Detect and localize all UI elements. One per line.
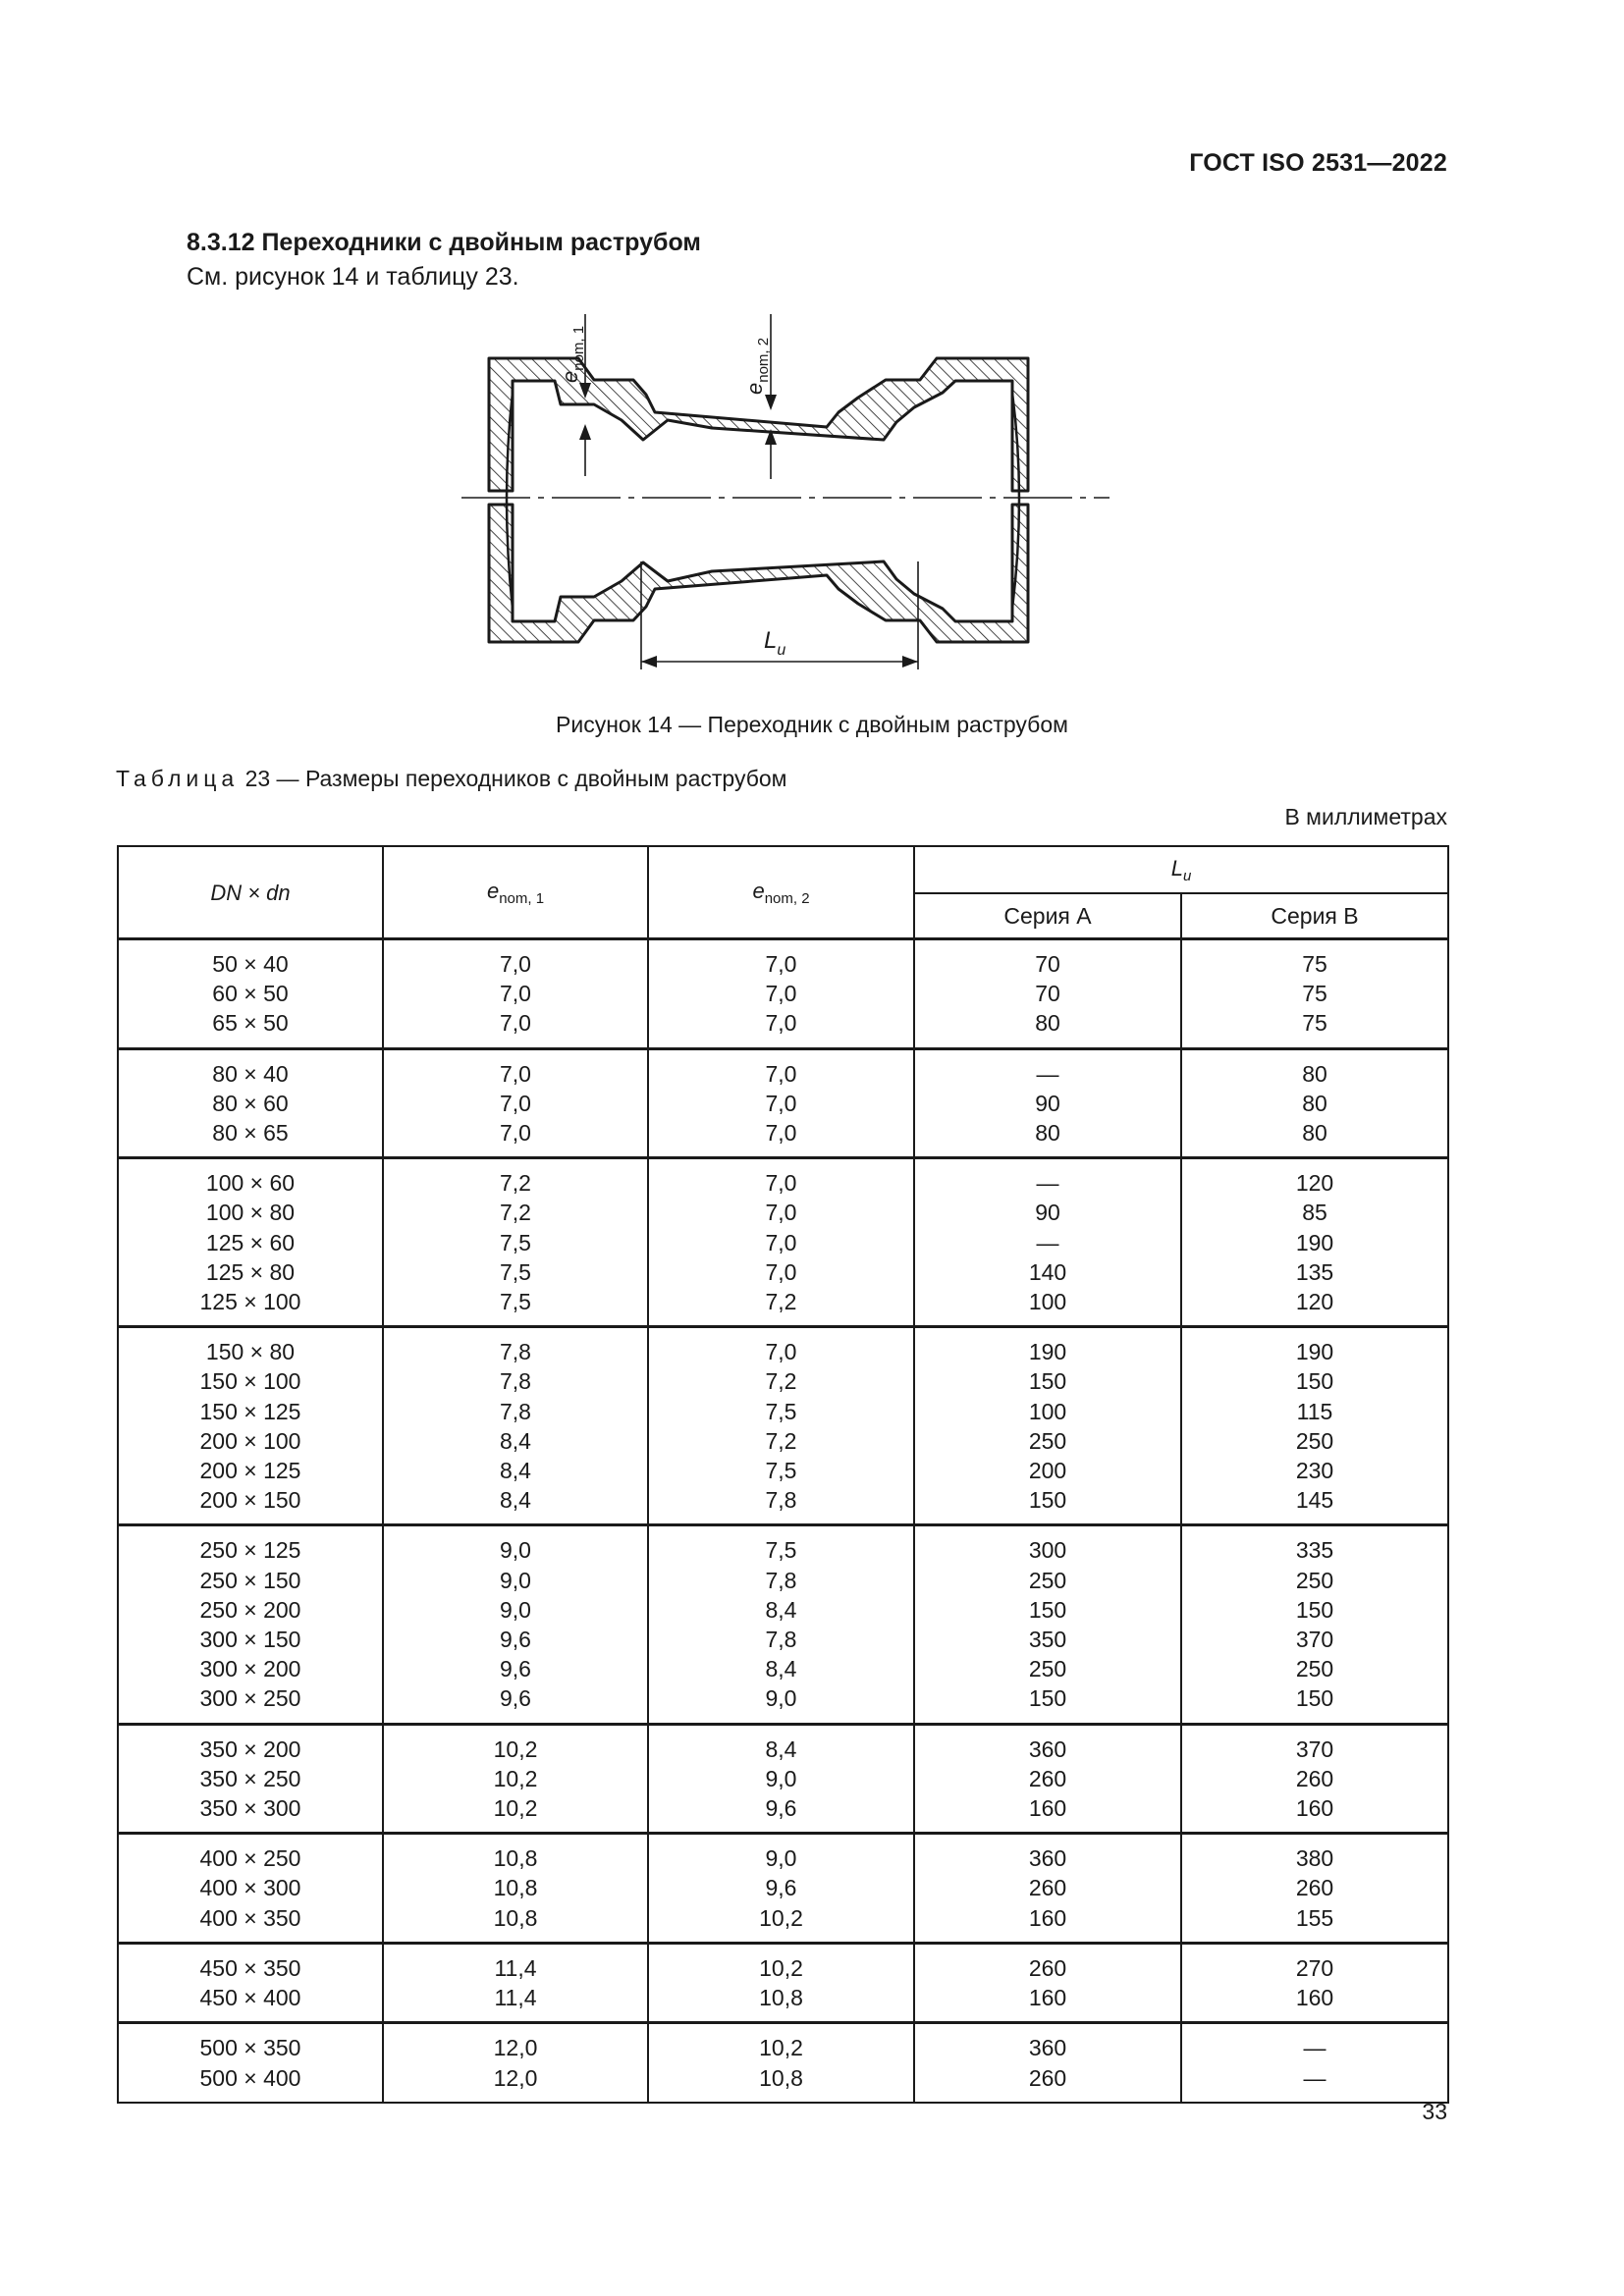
table-value: 7,8 [765, 1487, 797, 1514]
table-row-group [118, 1525, 1448, 1724]
table-value: 300 × 200 [199, 1656, 301, 1682]
table-row-group [118, 1158, 1448, 1327]
table-cell-series-a [914, 1048, 1181, 1158]
table-value: 80 × 65 [212, 1120, 289, 1147]
header-series-b: Серия В [1181, 893, 1448, 939]
table-cell-e-nom-2 [648, 2023, 914, 2103]
table-cell-dn [118, 1327, 383, 1525]
table-cell-dn [118, 1048, 383, 1158]
table-value: 10,2 [759, 2035, 803, 2061]
table-cell-dn [118, 1724, 383, 1834]
table-value: 10,8 [493, 1875, 538, 1901]
table-value: 7,2 [765, 1427, 797, 1454]
table-cell-dn [118, 2023, 383, 2103]
table-value: 75 [1302, 1010, 1327, 1037]
header-l-u: $L_u$ [914, 846, 1448, 893]
table-cell-series-b [1181, 1158, 1448, 1327]
table-value: 350 × 200 [199, 1735, 301, 1762]
document-code: ГОСТ ISO 2531—2022 [1189, 149, 1447, 177]
table-value: 150 [1295, 1596, 1334, 1623]
table-cell-e-nom-2 [648, 1525, 914, 1724]
table-value: 190 [1295, 1229, 1334, 1255]
table-value: 125 × 100 [199, 1289, 301, 1315]
table-value: 150 [1028, 1685, 1067, 1712]
table-value: 9,6 [765, 1875, 797, 1901]
table-cell-e-nom-1 [383, 1943, 648, 2022]
table-value: 100 [1028, 1398, 1067, 1424]
figure-adapter-drawing [461, 314, 1110, 682]
adapter-outline [489, 358, 1028, 642]
table-value: 8,4 [765, 1596, 797, 1623]
table-value: 360 [1028, 2035, 1067, 2061]
table-value: 7,0 [500, 981, 531, 1007]
table-value: 90 [1035, 1200, 1060, 1226]
table-cell-e-nom-1 [383, 1724, 648, 1834]
table-value: 80 [1035, 1010, 1060, 1037]
table-value: 150 [1028, 1487, 1067, 1514]
table-value: 60 × 50 [212, 981, 289, 1007]
table-value: 9,0 [765, 1845, 797, 1872]
table-cell-series-b [1181, 2023, 1448, 2103]
table-value: — [1036, 1060, 1059, 1087]
table-cell-e-nom-2 [648, 1158, 914, 1327]
table-row-group [118, 1834, 1448, 1944]
table-value: 200 × 100 [199, 1427, 301, 1454]
table-row-group [118, 939, 1448, 1049]
table-value: 380 [1295, 1845, 1334, 1872]
table-value: 160 [1028, 1795, 1067, 1822]
table-value: — [1036, 1170, 1059, 1197]
table-row-group [118, 1943, 1448, 2022]
table-cell-e-nom-1 [383, 1158, 648, 1327]
table-cell-series-a [914, 1525, 1181, 1724]
header-dn: DN × dn [118, 846, 383, 939]
table-cell-series-a [914, 1724, 1181, 1834]
table-value: 100 × 80 [205, 1200, 296, 1226]
table-cell-series-b [1181, 1943, 1448, 2022]
table-cell-dn [118, 939, 383, 1049]
table-cell-series-a [914, 1834, 1181, 1944]
table-row-group [118, 1327, 1448, 1525]
table-cell-e-nom-1 [383, 1525, 648, 1724]
table-value: 7,0 [765, 1200, 797, 1226]
table-value: 10,8 [759, 2064, 803, 2091]
table-value: 370 [1295, 1627, 1334, 1653]
table-value: 400 × 250 [199, 1845, 301, 1872]
table-value: 7,5 [765, 1537, 797, 1564]
table-value: 75 [1302, 951, 1327, 977]
table-cell-e-nom-2 [648, 1048, 914, 1158]
table-value: 100 × 60 [205, 1170, 296, 1197]
table-body [118, 939, 1448, 2103]
table-value: 7,0 [765, 1010, 797, 1037]
table-cell-e-nom-2 [648, 1724, 914, 1834]
dimensions-table [117, 845, 1449, 2104]
table-value: 260 [1295, 1765, 1334, 1791]
table-value: 200 × 150 [199, 1487, 301, 1514]
table-value: 7,5 [500, 1229, 531, 1255]
table-cell-dn [118, 1834, 383, 1944]
table-cell-e-nom-1 [383, 2023, 648, 2103]
table-caption-text: 23 — Размеры переходников с двойным раструбом [239, 766, 787, 791]
table-row-group [118, 1724, 1448, 1834]
table-value: — [1303, 2035, 1326, 2061]
table-value: 10,2 [493, 1735, 538, 1762]
table-value: 7,0 [765, 951, 797, 977]
table-value: 9,6 [500, 1627, 531, 1653]
table-value: 125 × 60 [205, 1229, 296, 1255]
table-value: 10,8 [759, 1985, 803, 2011]
table-value: 350 [1028, 1627, 1067, 1653]
table-value: 7,5 [500, 1289, 531, 1315]
table-value: 7,8 [500, 1398, 531, 1424]
table-value: 9,0 [765, 1685, 797, 1712]
table-cell-e-nom-1 [383, 1834, 648, 1944]
table-value: 9,0 [500, 1596, 531, 1623]
table-value: 75 [1302, 981, 1327, 1007]
table-value: 350 × 300 [199, 1795, 301, 1822]
table-cell-e-nom-1 [383, 1048, 648, 1158]
table-value: 7,8 [765, 1627, 797, 1653]
table-value: 120 [1295, 1170, 1334, 1197]
table-value: 450 × 350 [199, 1954, 301, 1981]
table-value: 7,2 [500, 1200, 531, 1226]
table-value: 65 × 50 [212, 1010, 289, 1037]
table-value: 10,8 [493, 1904, 538, 1931]
table-cell-series-a [914, 2023, 1181, 2103]
table-value: 250 [1028, 1656, 1067, 1682]
table-caption [116, 766, 787, 792]
header-e-nom-1: $e_{nom, 1}$ [383, 846, 648, 939]
table-caption-label: Таблица [116, 766, 240, 791]
table-value: — [1036, 1229, 1059, 1255]
table-value: 7,2 [765, 1368, 797, 1395]
table-value: 155 [1295, 1904, 1334, 1931]
table-cell-series-a [914, 939, 1181, 1049]
table-value: 10,2 [493, 1795, 538, 1822]
table-value: 160 [1028, 1904, 1067, 1931]
table-value: 150 [1295, 1368, 1334, 1395]
table-value: 7,8 [765, 1567, 797, 1593]
table-value: 80 × 40 [212, 1060, 289, 1087]
table-value: 160 [1295, 1985, 1334, 2011]
table-value: 450 × 400 [199, 1985, 301, 2011]
table-value: 9,6 [500, 1685, 531, 1712]
table-value: 7,0 [500, 1060, 531, 1087]
table-value: 7,0 [500, 1010, 531, 1037]
table-value: 7,0 [500, 1120, 531, 1147]
table-value: 7,0 [765, 1120, 797, 1147]
table-value: 8,4 [500, 1487, 531, 1514]
table-value: 400 × 350 [199, 1904, 301, 1931]
table-value: 7,0 [765, 1170, 797, 1197]
header-series-a: Серия А [914, 893, 1181, 939]
table-value: 9,6 [500, 1656, 531, 1682]
table-value: 120 [1295, 1289, 1334, 1315]
table-value: 85 [1302, 1200, 1327, 1226]
table-value: 9,6 [765, 1795, 797, 1822]
table-value: 230 [1295, 1458, 1334, 1484]
table-value: 260 [1028, 1875, 1067, 1901]
table-value: 300 × 150 [199, 1627, 301, 1653]
table-value: 400 × 300 [199, 1875, 301, 1901]
table-value: 270 [1295, 1954, 1334, 1981]
table-value: 190 [1295, 1339, 1334, 1365]
table-value: 8,4 [765, 1656, 797, 1682]
table-value: 125 × 80 [205, 1258, 296, 1285]
table-value: 10,2 [493, 1765, 538, 1791]
table-cell-e-nom-2 [648, 1327, 914, 1525]
table-value: 12,0 [493, 2035, 538, 2061]
units-note: В миллиметрах [1284, 804, 1447, 829]
table-value: 250 [1295, 1656, 1334, 1682]
label-e-nom-2: $e_{nom, 2}$ [742, 337, 772, 395]
table-value: 7,0 [765, 1060, 797, 1087]
table-value: 260 [1295, 1875, 1334, 1901]
table-value: 260 [1028, 1954, 1067, 1981]
table-value: 250 [1028, 1427, 1067, 1454]
table-value: 140 [1028, 1258, 1067, 1285]
table-value: 11,4 [494, 1954, 537, 1981]
table-value: 250 [1295, 1567, 1334, 1593]
table-value: 360 [1028, 1735, 1067, 1762]
table-value: 300 [1028, 1537, 1067, 1564]
table-value: 7,0 [500, 1090, 531, 1116]
table-value: 90 [1035, 1090, 1060, 1116]
table-cell-series-b [1181, 1048, 1448, 1158]
table-value: 250 [1295, 1427, 1334, 1454]
table-cell-series-b [1181, 1724, 1448, 1834]
table-value: 9,0 [765, 1765, 797, 1791]
table-value: 7,0 [765, 1258, 797, 1285]
table-cell-e-nom-1 [383, 939, 648, 1049]
table-value: 7,0 [765, 1339, 797, 1365]
table-cell-e-nom-2 [648, 1834, 914, 1944]
table-value: 150 [1028, 1368, 1067, 1395]
table-value: 7,0 [765, 1229, 797, 1255]
table-value: 160 [1028, 1985, 1067, 2011]
table-value: — [1303, 2064, 1326, 2091]
table-cell-dn [118, 1943, 383, 2022]
table-value: 350 × 250 [199, 1765, 301, 1791]
table-value: 115 [1296, 1398, 1333, 1424]
table-value: 80 [1302, 1120, 1327, 1147]
table-cell-dn [118, 1158, 383, 1327]
table-value: 160 [1295, 1795, 1334, 1822]
table-value: 80 × 60 [212, 1090, 289, 1116]
table-value: 70 [1035, 981, 1060, 1007]
table-value: 200 × 125 [199, 1458, 301, 1484]
table-value: 135 [1295, 1258, 1334, 1285]
table-value: 500 × 350 [199, 2035, 301, 2061]
table-value: 250 × 200 [199, 1596, 301, 1623]
table-value: 7,0 [500, 951, 531, 977]
table-value: 250 [1028, 1567, 1067, 1593]
table-value: 9,0 [500, 1537, 531, 1564]
table-value: 70 [1035, 951, 1060, 977]
table-cell-series-b [1181, 1327, 1448, 1525]
table-value: 150 [1028, 1596, 1067, 1623]
section-reference: См. рисунок 14 и таблицу 23. [187, 263, 519, 291]
table-value: 150 [1295, 1685, 1334, 1712]
label-l-u: $L_u$ [764, 627, 786, 659]
table-value: 50 × 40 [212, 951, 289, 977]
table-value: 8,4 [500, 1458, 531, 1484]
table-value: 80 [1035, 1120, 1060, 1147]
table-value: 300 × 250 [199, 1685, 301, 1712]
table-value: 190 [1028, 1339, 1067, 1365]
table-value: 11,4 [494, 1985, 537, 2011]
table-value: 150 × 125 [199, 1398, 301, 1424]
table-value: 12,0 [493, 2064, 538, 2091]
table-value: 80 [1302, 1090, 1327, 1116]
table-value: 260 [1028, 1765, 1067, 1791]
table-value: 9,0 [500, 1567, 531, 1593]
table-value: 10,2 [759, 1904, 803, 1931]
table-value: 260 [1028, 2064, 1067, 2091]
label-e-nom-1: $e_{nom, 1}$ [558, 325, 587, 383]
section-title: 8.3.12 Переходники с двойным раструбом [187, 229, 701, 256]
table-cell-series-a [914, 1943, 1181, 2022]
table-cell-series-b [1181, 939, 1448, 1049]
table-cell-e-nom-2 [648, 939, 914, 1049]
table-value: 10,8 [493, 1845, 538, 1872]
table-cell-series-b [1181, 1525, 1448, 1724]
table-cell-e-nom-1 [383, 1327, 648, 1525]
table-value: 145 [1295, 1487, 1334, 1514]
page-number: 33 [1422, 2099, 1447, 2124]
table-value: 250 × 150 [199, 1567, 301, 1593]
table-value: 200 [1028, 1458, 1067, 1484]
table-value: 360 [1028, 1845, 1067, 1872]
table-cell-series-b [1181, 1834, 1448, 1944]
figure-caption: Рисунок 14 — Переходник с двойным раструбом [556, 712, 1068, 737]
table-cell-series-a [914, 1327, 1181, 1525]
table-value: 100 [1028, 1289, 1067, 1315]
table-value: 7,5 [765, 1398, 797, 1424]
table-value: 7,8 [500, 1339, 531, 1365]
header-e-nom-2: $e_{nom, 2}$ [648, 846, 914, 939]
table-value: 7,2 [500, 1170, 531, 1197]
table-value: 7,5 [765, 1458, 797, 1484]
table-value: 500 × 400 [199, 2064, 301, 2091]
table-value: 250 × 125 [199, 1537, 301, 1564]
table-cell-e-nom-2 [648, 1943, 914, 2022]
table-value: 335 [1295, 1537, 1334, 1564]
table-value: 7,0 [765, 1090, 797, 1116]
table-value: 7,0 [765, 981, 797, 1007]
table-cell-series-a [914, 1158, 1181, 1327]
table-value: 370 [1295, 1735, 1334, 1762]
table-value: 150 × 100 [199, 1368, 301, 1395]
table-value: 7,5 [500, 1258, 531, 1285]
table-row-group [118, 1048, 1448, 1158]
table-value: 7,2 [765, 1289, 797, 1315]
table-value: 10,2 [759, 1954, 803, 1981]
table-value: 7,8 [500, 1368, 531, 1395]
table-value: 80 [1302, 1060, 1327, 1087]
table-row-group [118, 2023, 1448, 2103]
table-cell-dn [118, 1525, 383, 1724]
table-value: 150 × 80 [205, 1339, 296, 1365]
table-value: 8,4 [765, 1735, 797, 1762]
table-value: 8,4 [500, 1427, 531, 1454]
